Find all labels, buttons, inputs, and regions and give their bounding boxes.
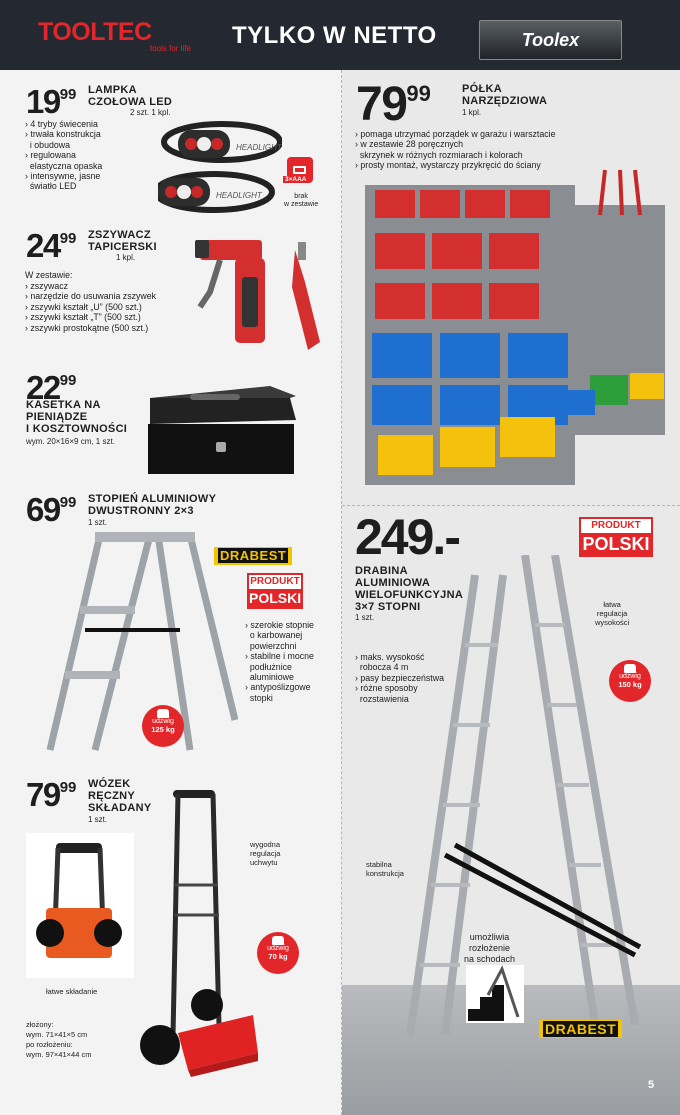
feature-line: › intensywne, jasne — [25, 171, 101, 182]
feature-line: › zszywki kształt „T” (500 szt.) — [25, 312, 141, 323]
trolley-image — [133, 785, 263, 1085]
right-row-divider — [342, 505, 680, 506]
stapler-image — [180, 232, 330, 360]
ladder-made-in-badge — [579, 517, 653, 557]
ladder-image — [395, 555, 665, 1050]
feature-line: skrzynek w różnych rozmiarach i kolorach — [355, 149, 523, 160]
stepladder-qty: 1 szt. — [88, 518, 108, 527]
drabest-logo-small: DRABEST — [214, 547, 292, 565]
feature-line: o karbowanej — [245, 630, 303, 641]
svg-text:HEADLIGHT: HEADLIGHT — [236, 143, 282, 152]
feature-line: › szerokie stopnie — [245, 620, 314, 630]
ladder-price: 249.- — [355, 509, 459, 565]
feature-line: › 4 tryby świecenia — [25, 119, 98, 129]
stepladder-features — [245, 620, 314, 703]
made-in-country: POLSKI — [249, 590, 302, 606]
cashbox-price: $22^{99}$ — [26, 369, 77, 406]
lamp-title: LAMPKA CZOŁOWA LED — [88, 84, 173, 108]
stapler-set-header: W zestawie: — [25, 270, 73, 280]
trolley-load-icon: udźwig 70 kg — [257, 932, 299, 974]
battery-label: 3×AAA — [285, 176, 307, 183]
trolley-fold-note: łatwe składanie — [46, 987, 98, 996]
cashbox-image — [140, 380, 300, 482]
lamp-features — [25, 119, 102, 192]
feature-line: › trwała konstrukcja — [25, 129, 101, 140]
page-number: 5 — [648, 1079, 655, 1091]
feature-line: › antypoślizgowe — [245, 682, 311, 693]
trolley-handle-note: wygodna regulacja uchwytu — [250, 840, 281, 867]
feature-line: › zszywki kształt „U” (500 szt.) — [25, 301, 142, 312]
feature-line: aluminiowe — [245, 672, 294, 683]
trolley-folded-frame — [26, 833, 134, 978]
shelf-qty: 1 kpl. — [462, 108, 482, 117]
trolley-title: WÓZEK RĘCZNY SKŁADANY — [88, 778, 152, 814]
page-title: TYLKO W NETTO — [232, 22, 437, 49]
cashbox-qty: wym. 20×16×9 cm, 1 szt. — [26, 437, 115, 446]
feature-line: elastyczna opaska — [25, 160, 103, 171]
feature-line: powierzchni — [245, 640, 297, 651]
tooltec-logo: TOOLTEC — [38, 18, 152, 46]
feature-line: › stabilne i mocne — [245, 651, 314, 662]
stapler-title: ZSZYWACZ TAPICERSKI — [88, 229, 157, 253]
ladder-qty: 1 szt. — [355, 613, 375, 622]
ladder-load-icon: udźwig 150 kg — [609, 660, 651, 702]
stepladder-image — [40, 530, 240, 760]
feature-line: › pasy bezpieczeństwa — [355, 672, 444, 683]
feature-line: › maks. wysokość — [355, 652, 425, 662]
stapler-price: $24^{99}$ — [26, 227, 77, 264]
stepladder-title: STOPIEŃ ALUMINIOWY DWUSTRONNY 2×3 — [88, 493, 217, 517]
header-bar — [0, 0, 680, 70]
ladder-stable-note: stabilna konstrukcja — [366, 860, 404, 878]
feature-line: stopki — [245, 692, 273, 703]
ladder-title: DRABINA ALUMINIOWA WIELOFUNKCYJNA 3×7 STOPNI — [355, 565, 464, 613]
svg-text:HEADLIGHT: HEADLIGHT — [216, 191, 262, 200]
shelf-price: $79^{99}$ — [356, 78, 431, 131]
feature-line: › zszywki prostokątne (500 szt.) — [25, 322, 149, 333]
feature-line: i obudowa — [25, 139, 70, 150]
trolley-qty: 1 szt. — [88, 815, 108, 824]
feature-line: › zszywacz — [25, 281, 69, 291]
headlamp-image — [158, 112, 282, 222]
trolley-price: $79^{99}$ — [26, 776, 77, 813]
battery-note: brak w zestawie — [284, 193, 319, 208]
toolex-logo: Toolex — [479, 20, 622, 60]
made-in-label: PRODUKT — [591, 520, 641, 531]
column-divider — [341, 70, 342, 1115]
drabest-logo-large: DRABEST — [539, 1020, 622, 1038]
feature-line: rozstawienia — [355, 693, 409, 704]
ladder-stairs-note: umożliwia rozłożenie na schodach — [464, 932, 516, 964]
ladder-height-note: łatwa regulacja wysokości — [595, 600, 630, 627]
shelf-title: PÓŁKA NARZĘDZIOWA — [462, 83, 548, 107]
feature-line: światło LED — [25, 181, 77, 192]
cashbox-title: KASETKA NA PIENIĄDZE I KOSZTOWNOŚCI — [26, 399, 128, 435]
stairs-icon — [466, 965, 524, 1023]
stapler-qty: 1 kpl. — [116, 253, 136, 262]
lamp-price: $19^{99}$ — [26, 83, 77, 120]
stepladder-made-in-badge — [247, 573, 303, 609]
feature-line: › różne sposoby — [355, 683, 418, 694]
feature-line: robocza 4 m — [355, 662, 409, 673]
tooltec-tagline: tools for life — [150, 44, 191, 53]
trolley-dims: złożony: wym. 71×41×5 cm po rozłożeniu: wym. 97×41×44 cm — [26, 1020, 92, 1059]
stapler-features — [25, 281, 156, 333]
feature-line: › regulowana — [25, 150, 76, 161]
feature-line: › prosty montaż, wystarczy przykręcić do ściany — [355, 160, 541, 171]
stepladder-load-icon: udźwig 125 kg — [142, 705, 184, 747]
made-in-label: PRODUKT — [250, 576, 300, 587]
feature-line: › narzędzie do usuwania zszywek — [25, 291, 157, 302]
feature-line: › w zestawie 28 poręcznych — [355, 139, 464, 150]
shelf-image — [360, 165, 670, 495]
feature-line: › pomaga utrzymać porządek w garażu i warsztacie — [355, 129, 556, 139]
made-in-country: POLSKI — [582, 534, 650, 554]
stepladder-price: $69^{99}$ — [26, 491, 77, 528]
lamp-qty: 2 szt. 1 kpl. — [130, 108, 171, 117]
trolley-folded-image — [26, 833, 134, 978]
feature-line: podłużnice — [245, 661, 292, 672]
